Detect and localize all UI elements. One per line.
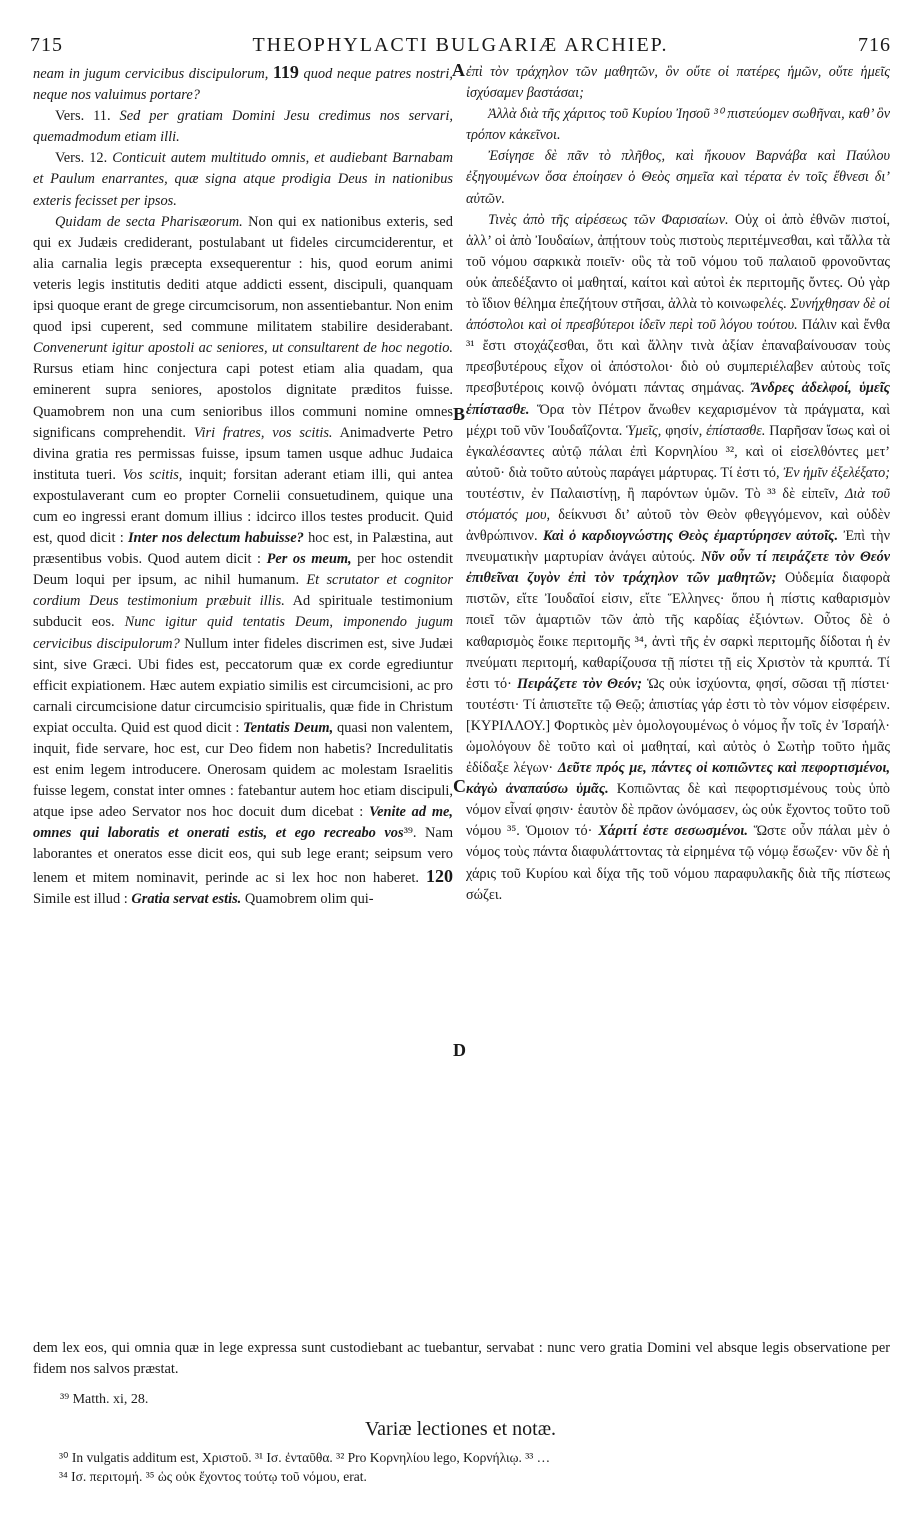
note-line: ³⁴ Ισ. περιτομή. ³⁵ ὡς οὐκ ἔχοντος τούτῳ τοῦ νόμου, erat. bbox=[59, 1469, 367, 1484]
scripture-footnote: ³⁹ Matth. xi, 28. bbox=[60, 1392, 149, 1407]
margin-letter-a: A bbox=[452, 60, 465, 80]
latin-verse-11: Vers. 11. Sed per gratiam Domini Jesu credimus nos servari, quemadmodum etiam illi. bbox=[33, 108, 453, 146]
note-line: ³⁰ In vulgatis additum est, Χριστοῦ. ³¹ Ισ. ἐνταῦθα. ³² Pro Κορνηλίου lego, Κορνήλιῳ. ³³ … bbox=[59, 1450, 551, 1465]
margin-letter-c: C bbox=[453, 776, 466, 796]
latin-verse-10: neam in jugum cervicibus discipulorum, 119 quod neque patres nostri, neque nos valuimus portare? bbox=[33, 62, 453, 104]
section-number-119: 119 bbox=[272, 62, 299, 82]
greek-verse-10: ἐπὶ τὸν τράχηλον τῶν μαθητῶν, ὃν οὔτε οἱ πατέρες ἡμῶν, οὔτε ἡμεῖς ἰσχύσαμεν βαστάσαι; bbox=[466, 64, 890, 102]
latin-column bbox=[33, 62, 453, 1338]
running-header bbox=[30, 30, 891, 64]
footnote-marker: ³⁹ bbox=[403, 825, 413, 842]
latin-verse-12: Vers. 12. Conticuit autem multitudo omnis, et audiebant Barnabam et Paulum enarrantes, quæ signa atque prodigia Deus in nationibus exteris fecisset per ipsos. bbox=[33, 150, 453, 209]
margin-letter-d: D bbox=[453, 1040, 466, 1060]
greek-verse-12: Ἐσίγησε δὲ πᾶν τὸ πλῆθος, καὶ ἤκουον Βαρνάβα καὶ Παύλου ἐξηγουμένων ὅσα ἐποίησεν ὁ Θεὸς σημεῖα καὶ τέρατα ἐν τοῖς ἔθνεσι δι’ αὐτῶν. bbox=[466, 148, 890, 207]
section-number-120: 120 bbox=[425, 865, 453, 886]
variant-readings-heading: Variæ lectiones et notæ. bbox=[364, 1418, 557, 1440]
latin-commentary: Quidam de secta Pharisæorum. Non qui ex nationibus exteris, sed qui ex Judæis crediderant, postulabant ut fideles circumciderentur, et alia carnalia legis præcepta exsequerentur : his, quod eorum animi veteris legis institutis dediti atque addicti essent, discipuli, quanquam ipsi quoque erant de grege circumcisorum, non assentiebantur. Non enim quod ipsi cuperent, sed commune militatem stabilire desiderabant. Convenerunt igitur apostoli ac seniores, ut consultarent de hoc negotio. Rursus etiam hinc conjectura capi potest etiam alia quadam, qua eminerent supra seniores, apostolos dignitate præditos fuisse. Quamobrem non una cum senioribus illos communi nomine omnes significans comprehendit. Viri fratres, vos scitis. Animadverte Petro divina gratia res permissas fuisse, ipsum tamen usque adhuc Judaica instituta tueri. Vos scitis, inquit; forsitan aderant etiam illi, qui antea expostulaverant cum eo propter Cornelii consuetudinem, quique una cum eo ingressi erant domum illius : idcirco illos testes producit. Quid est, quod dicit : Inter nos delectum habuisse? hoc est, in Palæstina, aut præsentibus vobis. Quod autem dicit : Per os meum, per hoc ostendit Deum loqui per ipsum, ac nihil humanum. Et scrutator et cognitor cordium Deus testimonium præbuit illis. Ad spirituale testimonium subducit eos. Nunc igitur quid tentatis Deum, imponendo jugum cervicibus discipulorum? Nullum inter fideles discrimen est, sive Judæi sint, sive Græci. Ubi fides est, peccatorum quæ ex corde egrediuntur efficit expiationem. Hæc autem expiatio similis est circumcisioni, ac pro carnali circumcisione datur circumcisio spiritualis, quæ fide in Christum expiat occulta. Quid est quod dicit : Tentatis Deum, quasi non valentem, inquit, fide servare, hoc est, cur Deo fidem non habetis? Incredulitatis est enim legem introducere. Onerosam quidem ac molestam Israelitis fuisse legem, constat inter omnes : fatebantur autem hoc etiam discipuli, atque ipse adeo Servator nos hoc docuit dum dicebat : Venite ad me, omnes qui laboratis et onerati estis, et ego recreabo vos³⁹. Nam laborantes et oneratos esse dicit eos, qui sub lege erant; seipsum vero lenem et mitem nominavit, perinde ac si lex hoc non haberet. 120 Simile est illud : Gratia servat estis. Quamobrem olim qui- bbox=[33, 213, 453, 907]
full-width-continuation: dem lex eos, qui omnia quæ in lege expressa sunt custodiebant ac tuebantur, servabat : nunc vero gratia Domini vel absque legis observatione per fidem nos salvos præstat. bbox=[33, 1340, 890, 1377]
margin-letter-b: B bbox=[453, 404, 466, 424]
greek-verse-11: Ἀλλὰ διὰ τῆς χάριτος τοῦ Κυρίου Ἰησοῦ ³⁰ πιστεύομεν σωθῆναι, καθ’ ὃν τρόπον κἀκεῖνοι. bbox=[466, 106, 890, 144]
variant-readings-notes bbox=[33, 1448, 893, 1486]
greek-commentary: Τινὲς ἀπὸ τῆς αἱρέσεως τῶν Φαρισαίων. Οὐχ οἱ ἀπὸ ἐθνῶν πιστοί, ἀλλ’ οἱ ἀπὸ Ἰουδαίων, ἀπῄτουν τοὺς πιστοὺς περιτέμνεσθαι, καὶ τἄλλα τὰ τοῦ νόμου σαρκικὰ ποιεῖν· οὓς τὰ τοῦ νόμου τοῦ παλαιοῦ φρονοῦντας οὐκ ἀπεδέξαντο οἱ μαθηταί, καίτοι καὶ αὐτοὶ ἐκ περιτομῆς ὄντες. Οὐ γὰρ τὸ ἴδιον θέλημα ἐπεζήτουν στῆσαι, ἀλλὰ τὸ κοινωφελές. Συνήχθησαν δὲ οἱ ἀπόστολοι καὶ οἱ πρεσβύτεροι ἰδεῖν περὶ τοῦ λόγου τούτου. Πάλιν καὶ ἔνθα ³¹ ἔστι στοχάζεσθαι, ὅτι καὶ ἄλλην τινὰ ἀξίαν ἐπαναβαίνουσαν τοὺς πρεσβυτέρους εἶχον οἱ ἀπόστολοι· διὸ οὐ συμπεριέλαβεν αὐτοὺς τοῖς πρεσβυτέροις κοινῷ ὀνόματι πάντας σημάνας. Ἄνδρες ἀδελφοί, ὑμεῖς ἐπίστασθε. Ὅρα τὸν Πέτρον ἄνωθεν κεχαρισμένον τὰ πράγματα, καὶ μέχρι τοῦ νῦν Ἰουδαΐζοντα. Ὑμεῖς, φησίν, ἐπίστασθε. Παρῆσαν ἴσως καὶ οἱ ἐγκαλέσαντες αὐτῷ πάλαι ἐπὶ Κορνηλίου ³², καὶ οἱ εἰσελθόντες μετ’ αὐτοῦ· διὰ τοῦτο αὐτοὺς παράγει μάρτυρας. Τί ἐστι τό, Ἐν ἡμῖν ἐξελέξατο; τουτέστιν, ἐν Παλαιστίνῃ, ἢ παρόντων ὑμῶν. Τὸ ³³ δὲ εἰπεῖν, Διὰ τοῦ στόματός μου, δείκνυσι δι’ αὐτοῦ τὸν Θεὸν φθεγγόμενον, καὶ οὐδὲν ἀνθρώπινον. Καὶ ὁ καρδιογνώστης Θεὸς ἐμαρτύρησεν αὐτοῖς. Ἐπὶ τὴν πνευματικὴν μαρτυρίαν ἀνάγει αὐτούς. Νῦν οὖν τί πειράζετε τὸν Θεόν ἐπιθεῖναι ζυγὸν ἐπὶ τὸν τράχηλον τῶν μαθητῶν; Οὐδεμία διαφορὰ πιστῶν, εἴτε Ἰουδαῖοί εἰσιν, εἴτε Ἕλληνες· ὅπου ἡ πίστις καθαρισμὸν ποιεῖ τῶν ἁμαρτιῶν τῶν ἀπὸ τῆς καρδίας ἐξιόντων. Οὗτος δὲ ὁ καθαρισμὸς ἔοικε περιτομῆς ³⁴, ἀντὶ τῆς ἐν σαρκὶ περιτομῆς δίδοται ἡ ἐν πνεύματι περιτομή, καθαρίζουσα τῇ πίστει τῇ εἰς Χριστὸν τὰ κρυπτά. Τί ἐστι τό· Πειράζετε τὸν Θεόν; Ὡς οὐκ ἰσχύοντα, φησί, σῶσαι τῇ πίστει· τουτέστι· Τί ἀπιστεῖτε τῷ Θεῷ; ἀπιστίας γάρ ἐστι τὸ τὸν νόμον εἰσφέρειν. [ΚΥΡΙΛΛΟΥ.] Φορτικὸς μὲν ὁμολογουμένως ὁ νόμος ἦν τοῖς ἐν Ἰσραήλ· ὡμολόγουν δὲ τοῦτο καὶ οἱ μαθηταί, καὶ αὐτὸς ὁ Σωτὴρ τοῦτο ἡμᾶς ἐδίδαξε λέγων· Δεῦτε πρός με, πάντες οἱ κοπιῶντες καὶ πεφορτισμένοι, κἀγὼ ἀναπαύσω ὑμᾶς. Κοπιῶντας δὲ καὶ πεφορτισμένους τοὺς ὑπὸ νόμον εἶναί φησιν· ἑαυτὸν δὲ πρᾶον ὠνόμασεν, ὡς οὐκ ἔχοντος τοῦτο τοῦ νόμου ³⁵. Ὁμοιον τό· Χάριτί ἐστε σεσωσμένοι. Ὥστε οὖν πάλαι μὲν ὁ νόμος τοὺς πάντα διαφυλάττοντας τὰ εἰρημένα τῷ νόμῳ ἔσωζεν· νῦν δὲ ἡ χάρις τοῦ Κυρίου καὶ δίχα τῆς τοῦ νόμου παραφυλακῆς διὰ τῆς πίστεως σώζει. bbox=[466, 211, 890, 903]
running-title: THEOPHYLACTI BULGARIÆ ARCHIEP. bbox=[252, 34, 669, 56]
greek-column bbox=[466, 62, 890, 1338]
page-number-left: 715 bbox=[30, 34, 63, 56]
page-number-right: 716 bbox=[858, 34, 891, 56]
